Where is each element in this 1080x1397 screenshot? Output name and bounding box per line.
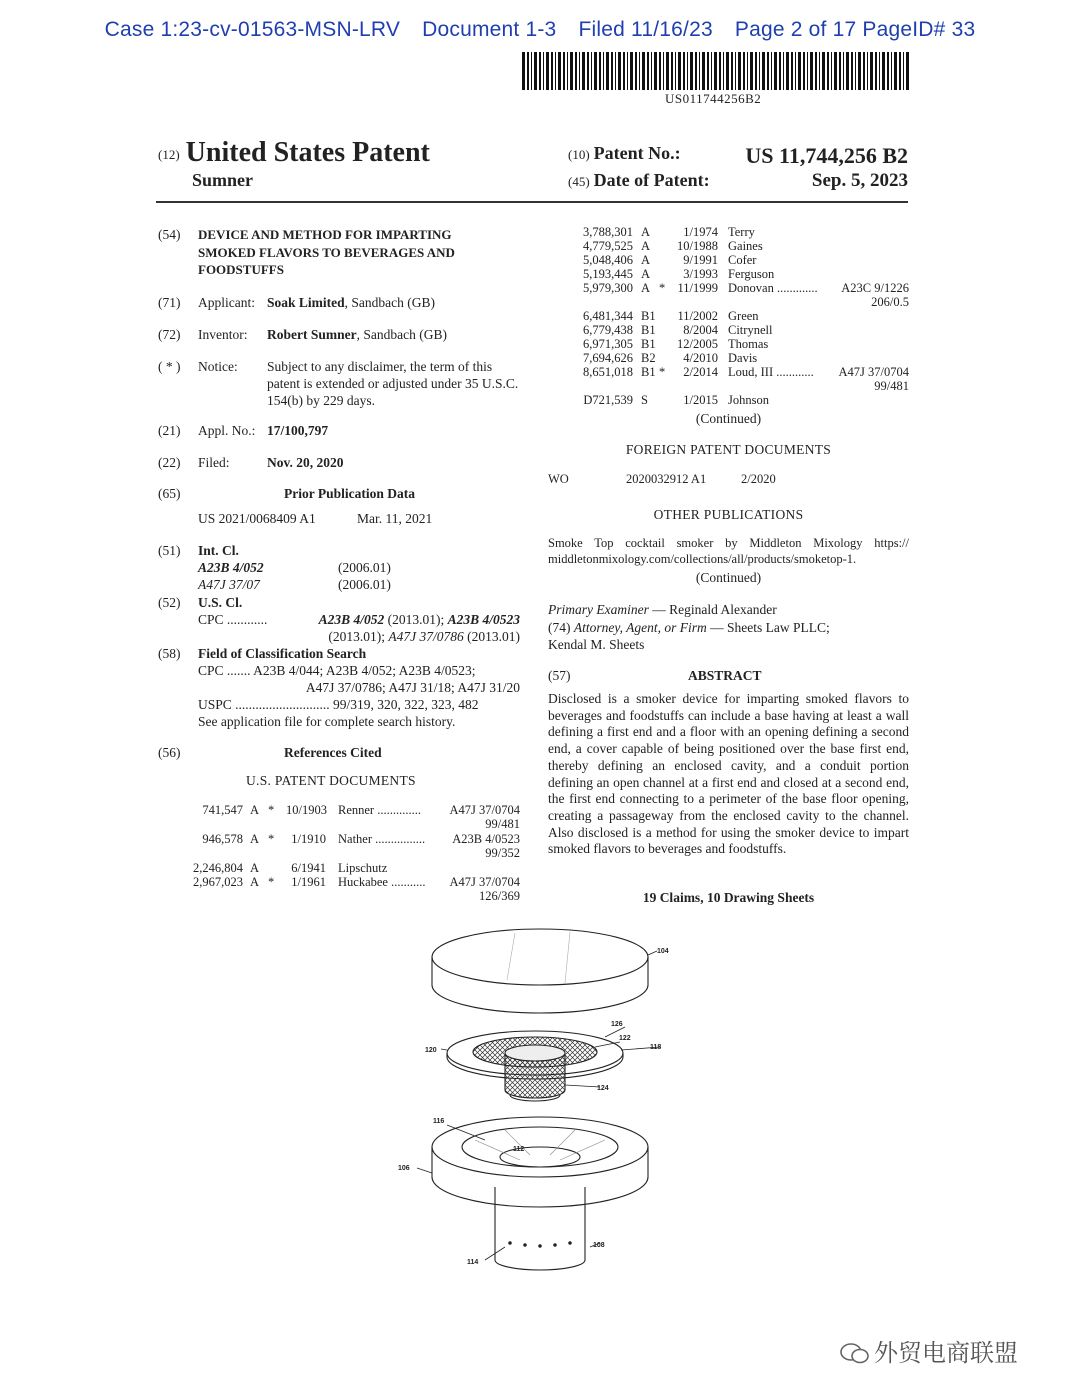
label-124: 124 — [597, 1085, 609, 1092]
court-header — [0, 18, 1080, 42]
ref-cls2: 99/481 — [485, 817, 520, 832]
barcode-bar — [771, 52, 772, 90]
patent-number: (10) Patent No.: US 11,744,256 B2 — [568, 143, 908, 168]
barcode-bar — [899, 52, 901, 90]
barcode-bar — [615, 52, 616, 90]
ref-date: 1/1961 — [291, 875, 326, 889]
barcode-bar — [906, 52, 909, 90]
ref-name: Nather ................ — [338, 831, 426, 846]
cover-drawing — [432, 929, 648, 1013]
ref-k: A — [250, 803, 260, 817]
barcode-bar — [630, 52, 633, 90]
ref-date: 6/1941 — [291, 860, 326, 875]
ref-name: Ferguson — [728, 267, 775, 281]
barcode-bar — [735, 52, 736, 90]
ref-no: 741,547 — [202, 803, 243, 817]
ref-date: 4/2010 — [683, 351, 718, 365]
wechat-icon — [840, 1343, 870, 1365]
barcode-bar — [582, 52, 585, 90]
barcode-bar — [603, 52, 604, 90]
barcode-bar — [591, 52, 592, 90]
ref-name: Huckabee ........... — [338, 875, 426, 889]
barcode-bar — [555, 52, 556, 90]
barcode-bar — [579, 52, 580, 90]
ref-no: 4,779,525 — [583, 239, 633, 253]
barcode-number: US011744256B2 — [665, 91, 762, 106]
barcode-bar — [723, 52, 724, 90]
barcode-bar — [779, 52, 781, 90]
ref-date: 10/1988 — [677, 239, 718, 253]
barcode-bar — [798, 52, 801, 90]
ref-date: 2/2014 — [683, 365, 718, 379]
ref-k: A — [250, 860, 260, 875]
barcode-bar — [594, 52, 597, 90]
ref-date: 1/2015 — [683, 393, 718, 407]
patent-drawing — [395, 925, 695, 1275]
title-text: United States Patent — [185, 137, 430, 168]
ref-name: Citrynell — [728, 323, 773, 337]
ref-cls: A23C 9/1226 — [841, 281, 909, 295]
ref-no: 6,779,438 — [583, 323, 633, 337]
ref-name: Green — [728, 309, 759, 323]
foreign-heading: FOREIGN PATENT DOCUMENTS — [625, 442, 832, 457]
barcode-bar — [654, 52, 657, 90]
invention-title: DEVICE AND METHOD FOR IMPARTING SMOKED FLAVORS TO BEVERAGES AND FOODSTUFFS — [198, 227, 455, 277]
ref-cls: A47J 37/0704 — [449, 803, 520, 817]
barcode-bar — [642, 52, 645, 90]
other-pubs-text: Smoke Top cocktail smoker by Middleton Mixology https:// middletonmixology.com/collections/all/products/smoketop-1. — [548, 536, 909, 566]
ref-cls2: 99/481 — [874, 379, 909, 393]
barcode-bar — [587, 52, 589, 90]
ref-name: Thomas — [728, 337, 769, 351]
ref-cls: A23B 4/0523 — [452, 831, 520, 846]
label-122: 122 — [619, 1035, 631, 1042]
barcode-bar — [599, 52, 601, 90]
barcode-bar — [743, 52, 745, 90]
barcode-bar — [815, 52, 817, 90]
attorney-name: Kendal M. Sheets — [548, 637, 645, 652]
date-of-patent: (45) Date of Patent: Sep. 5, 2023 — [568, 170, 908, 191]
ref-cls2: 206/0.5 — [871, 295, 909, 309]
barcode-bar — [887, 52, 889, 90]
barcode-bar — [627, 52, 628, 90]
ref-date: 3/1993 — [683, 267, 718, 281]
patent-title — [158, 137, 430, 169]
barcode-bar — [575, 52, 577, 90]
ref-date: 8/2004 — [683, 323, 718, 337]
ref-k: A — [641, 253, 651, 267]
barcode-bar — [855, 52, 856, 90]
ref-no: 946,578 — [202, 831, 243, 846]
barcode-bar — [891, 52, 892, 90]
barcode-bar — [747, 52, 748, 90]
ref-k: B1 — [641, 365, 656, 379]
barcode-bar — [863, 52, 865, 90]
ref-date: 10/1903 — [286, 803, 327, 817]
ref-s: * — [268, 831, 275, 846]
label-104: 104 — [657, 948, 669, 955]
barcode-bar — [611, 52, 613, 90]
barcode-bar — [759, 52, 760, 90]
ref-k: S — [641, 393, 648, 407]
ref-name: Loud, III ............ — [728, 365, 814, 379]
ref-no: 2,967,023 — [193, 875, 243, 889]
ref-k: B1 — [641, 337, 656, 351]
us-patent-docs-heading: U.S. PATENT DOCUMENTS — [246, 773, 416, 788]
left-column: (54) DEVICE AND METHOD FOR IMPARTING SMOKED FLAVORS TO BEVERAGES AND FOODSTUFFS (71) Applicant: Soak Limited, Sandbach (GB) (72) Inventor: Robert Sumner, Sandbach (GB) ( * ) Notice: Subject to any disclaimer, the term of this patent is extended or adjusted under 35 U.S.C. 154(b) by 229 days. (21) Appl. No.: 17/100,797 (22) Filed: Nov. 20, 2020 (65) Prior Publication Data US 2021/0068409 A1 Mar. 11, 2021 (51) Int. Cl. A23B 4/052 (2006.01) A47J 37/07 (2006.01) (52) U.S. Cl. CPC ............ A23B 4/052 (2013.01); A23B 4/0523 (2013.01); A47J 37/0786 (2013.01) (58) Field of Classification Search CPC ....... A23B 4/044; A23B 4/052; A23B 4/0523; A47J 37/0786; A47J 31/18; A47J 31/20 USPC ............................ 99/319, 320, 322, 323, 482 See application file for complete search history. (56) References Cited U.S. PATENT DOCUMENTS 741,547 A * 10/1903 Renner .............. A47J 37/0704 99/481 946,578 A * 1/1910 Nather ................ A23B 4/0523 99/352 2,246,804 A 6/1941 Lipschutz 2,967,023 A * 1/1961 Huckabee ........... A47J 37/0704 126/369 — [158, 227, 520, 904]
barcode-bar — [570, 52, 573, 90]
barcode-bar — [870, 52, 873, 90]
barcode-bar — [702, 52, 705, 90]
barcode-bar — [546, 52, 549, 90]
inventor-short: Sumner — [192, 170, 254, 190]
ref-date: 12/2005 — [677, 337, 718, 351]
barcode-bar — [606, 52, 609, 90]
barcode-bar — [839, 52, 841, 90]
barcode-bar — [755, 52, 757, 90]
barcode-bar — [639, 52, 640, 90]
barcode-bar — [882, 52, 885, 90]
title-num: (12) — [158, 146, 180, 162]
barcode-bar — [858, 52, 861, 90]
barcode-bar — [647, 52, 649, 90]
barcode-bar — [819, 52, 820, 90]
claims-summary: 19 Claims, 10 Drawing Sheets — [642, 890, 815, 905]
label-114: 114 — [467, 1259, 479, 1266]
ref-s: * — [659, 281, 666, 295]
barcode-bar — [791, 52, 793, 90]
ref-date: 11/1999 — [677, 281, 718, 295]
barcode-bar — [767, 52, 769, 90]
ref-k: B1 — [641, 309, 656, 323]
ref-date: 1/1910 — [291, 831, 326, 846]
base-drawing — [432, 1117, 648, 1270]
inventor-name: Robert Sumner — [267, 327, 357, 342]
barcode-bar — [671, 52, 673, 90]
ref-no: 5,048,406 — [583, 253, 633, 267]
document-number: Document 1-3 — [422, 18, 557, 41]
ref-s: * — [268, 803, 275, 817]
abstract-text: Disclosed is a smoker device for imparting smoked flavors to beverages and foodstuffs can include a base having at least a wall defining a first end and a floor with an opening defining a second end, a cover capable of being positioned over the base first end, thereby defining an enclosed cavity, and a conduit portion defining an open channel at a first end and closed at a second end, the first end connecting to a perimeter of the base floor opening, creating a passageway from the enclosed cavity to the channel. Also disclosed is a method for using the smoker device to impart smoked flavors to beverages and foodstuffs. — [548, 691, 909, 857]
barcode-bar — [846, 52, 849, 90]
barcode-bar — [534, 52, 537, 90]
barcode-bar — [623, 52, 625, 90]
barcode-bar — [699, 52, 700, 90]
ref-name: Davis — [728, 351, 758, 365]
ref-name: Cofer — [728, 253, 757, 267]
barcode-bar — [678, 52, 681, 90]
filed-date: Filed 11/16/23 — [578, 18, 713, 41]
barcode-bar — [851, 52, 853, 90]
barcode-bar — [795, 52, 796, 90]
watermark-text: 外贸电商联盟 — [874, 1339, 1018, 1367]
barcode-bar — [558, 52, 561, 90]
ref-date: 11/2002 — [677, 309, 718, 323]
barcode-bar — [666, 52, 669, 90]
barcode-bar — [831, 52, 832, 90]
refs-continued: (Continued) — [695, 411, 762, 426]
barcode-bar — [675, 52, 676, 90]
ref-k: B2 — [641, 351, 656, 365]
ref-cls: A47J 37/0704 — [838, 365, 909, 379]
ref-k: A — [641, 281, 651, 295]
patent-number-value: US 11,744,256 B2 — [745, 143, 908, 168]
barcode-bar — [551, 52, 553, 90]
barcode-bar — [690, 52, 693, 90]
barcode-bar — [827, 52, 829, 90]
ref-no: D721,539 — [583, 393, 633, 407]
barcode-bar — [750, 52, 753, 90]
header-rule — [156, 201, 908, 203]
barcode-bar — [894, 52, 897, 90]
notice-text: Subject to any disclaimer, the term of this patent is extended or adjusted under 35 U.S.C. 154(b) by 229 days. — [267, 359, 519, 408]
barcode-bar — [527, 52, 529, 90]
barcode-bar — [762, 52, 765, 90]
right-column: 3,788,301 A 1/1974 Terry 4,779,525 A 10/1988 Gaines 5,048,406 A 9/1991 Cofer 5,193,445 A 3/1993 Ferguson 5,979,300 A * 11/1999 Donovan ............. A23C 9/1226 206/0.5 6,481,344 B1 11/2002 Green 6,779,438 B1 8/2004 Citrynell 6,971,305 B1 12/2005 Thomas 7,694,626 B2 4/2010 Davis 8,651,018 B1 * 2/2014 Loud, III ............ A47J 37/0704 99/481 D721,539 S 1/2015 Johnson (Continued) FOREIGN PATENT DOCUMENTS WO 2020032912 A1 2/2020 OTHER PUBLICATIONS Smoke Top cocktail smoker by Middleton Mixology https:// middletonmixology.com/collections/all/products/smoketop-1. (Continued) Primary Examiner — Reginald Alexander (74) Attorney, Agent, or Firm — Sheets Law PLLC; Kendal M. Sheets (57) ABSTRACT Disclosed is a smoker device for imparting smoked flavors to beverages and foodstuffs can include a base having at least a wall defining a first end and a floor with an opening defining a second end, a cover capable of being positioned over the base first end, thereby defining an enclosed cavity, and a conduit portion defining an open channel at a first end and closed at a second end, the first end connecting to a perimeter of the base floor opening, creating a passageway from the enclosed cavity to the channel. Also disclosed is a method for using the smoker device to impart smoked flavors to beverages and foodstuffs. 19 Claims, 10 Drawing Sheets — [548, 225, 909, 905]
label-126: 126 — [611, 1021, 623, 1028]
barcode-bar — [726, 52, 729, 90]
prior-pub-number: US 2021/0068409 A1 — [198, 511, 316, 526]
ref-no: 8,651,018 — [583, 365, 633, 379]
case-number: Case 1:23-cv-01563-MSN-LRV — [104, 18, 401, 41]
barcode-bar — [531, 52, 532, 90]
barcode-bar — [774, 52, 777, 90]
ref-s: * — [659, 365, 666, 379]
ref-date: 9/1991 — [683, 253, 718, 267]
ref-no: 6,971,305 — [583, 337, 633, 351]
page-id: Page 2 of 17 PageID# 33 — [734, 18, 976, 41]
barcode-bar — [663, 52, 664, 90]
watermark — [840, 1333, 1018, 1368]
date-of-patent-value: Sep. 5, 2023 — [811, 170, 908, 191]
label-108: 108 — [593, 1242, 605, 1249]
barcode-bar — [867, 52, 868, 90]
ref-name: Renner .............. — [338, 803, 421, 817]
barcode — [522, 52, 912, 90]
ref-no: 2,246,804 — [193, 860, 243, 875]
ref-name: Lipschutz — [338, 860, 388, 875]
ref-no: 3,788,301 — [583, 225, 633, 239]
barcode-bar — [879, 52, 880, 90]
barcode-bar — [786, 52, 789, 90]
barcode-bar — [719, 52, 721, 90]
ref-name: Donovan ............. — [728, 281, 818, 295]
examiner: Primary Examiner — Reginald Alexander — [548, 602, 777, 617]
barcode-bar — [822, 52, 825, 90]
ref-no: 7,694,626 — [583, 351, 633, 365]
abstract-heading: (57) ABSTRACT — [548, 668, 762, 683]
barcode-bar — [731, 52, 733, 90]
barcode-bar — [687, 52, 688, 90]
other-pubs-heading: OTHER PUBLICATIONS — [653, 507, 804, 522]
ref-no: 5,979,300 — [583, 281, 633, 295]
ref-k: A — [641, 239, 651, 253]
ref-no: 5,193,445 — [583, 267, 633, 281]
ref-k: B1 — [641, 323, 656, 337]
attorney: (74) Attorney, Agent, or Firm — Sheets Law PLLC; — [548, 620, 830, 635]
barcode-bar — [695, 52, 697, 90]
ref-name: Terry — [728, 225, 755, 239]
ref-k: A — [641, 225, 651, 239]
ref-no: 6,481,344 — [583, 309, 633, 323]
barcode-bar — [803, 52, 805, 90]
barcode-bar — [618, 52, 621, 90]
barcode-bar — [543, 52, 544, 90]
ref-s: * — [268, 875, 275, 889]
label-120: 120 — [425, 1047, 437, 1054]
label-116: 116 — [433, 1118, 445, 1125]
barcode-bar — [738, 52, 741, 90]
barcode-bar — [843, 52, 844, 90]
barcode-bar — [635, 52, 637, 90]
label-112: 112 — [513, 1146, 525, 1153]
barcode-bar — [903, 52, 904, 90]
barcode-bar — [522, 52, 525, 90]
barcode-bar — [711, 52, 712, 90]
barcode-bar — [714, 52, 717, 90]
other-continued: (Continued) — [695, 570, 762, 585]
barcode-bar — [539, 52, 541, 90]
ref-cls: A47J 37/0704 — [449, 875, 520, 889]
barcode-bar — [783, 52, 784, 90]
prior-pub-date: Mar. 11, 2021 — [357, 511, 433, 526]
barcode-bar — [659, 52, 661, 90]
ref-cls2: 99/352 — [485, 846, 520, 861]
applicant-name: Soak Limited — [267, 295, 345, 310]
filed-value: Nov. 20, 2020 — [267, 455, 344, 470]
barcode-bar — [563, 52, 565, 90]
ref-name: Johnson — [728, 393, 769, 407]
barcode-bar — [810, 52, 813, 90]
barcode-bar — [834, 52, 837, 90]
ref-k: A — [250, 875, 260, 889]
barcode-bar — [707, 52, 709, 90]
barcode-bar — [567, 52, 568, 90]
ref-cls2: 126/369 — [479, 889, 520, 904]
barcode-bar — [651, 52, 652, 90]
label-118: 118 — [650, 1044, 662, 1051]
ref-k: A — [250, 831, 260, 846]
barcode-bar — [683, 52, 685, 90]
ref-k: A — [641, 267, 651, 281]
ref-date: 1/1974 — [683, 225, 718, 239]
barcode-bar — [807, 52, 808, 90]
ref-name: Gaines — [728, 239, 763, 253]
appl-no: 17/100,797 — [267, 423, 329, 438]
label-106: 106 — [398, 1165, 410, 1172]
barcode-bar — [875, 52, 877, 90]
